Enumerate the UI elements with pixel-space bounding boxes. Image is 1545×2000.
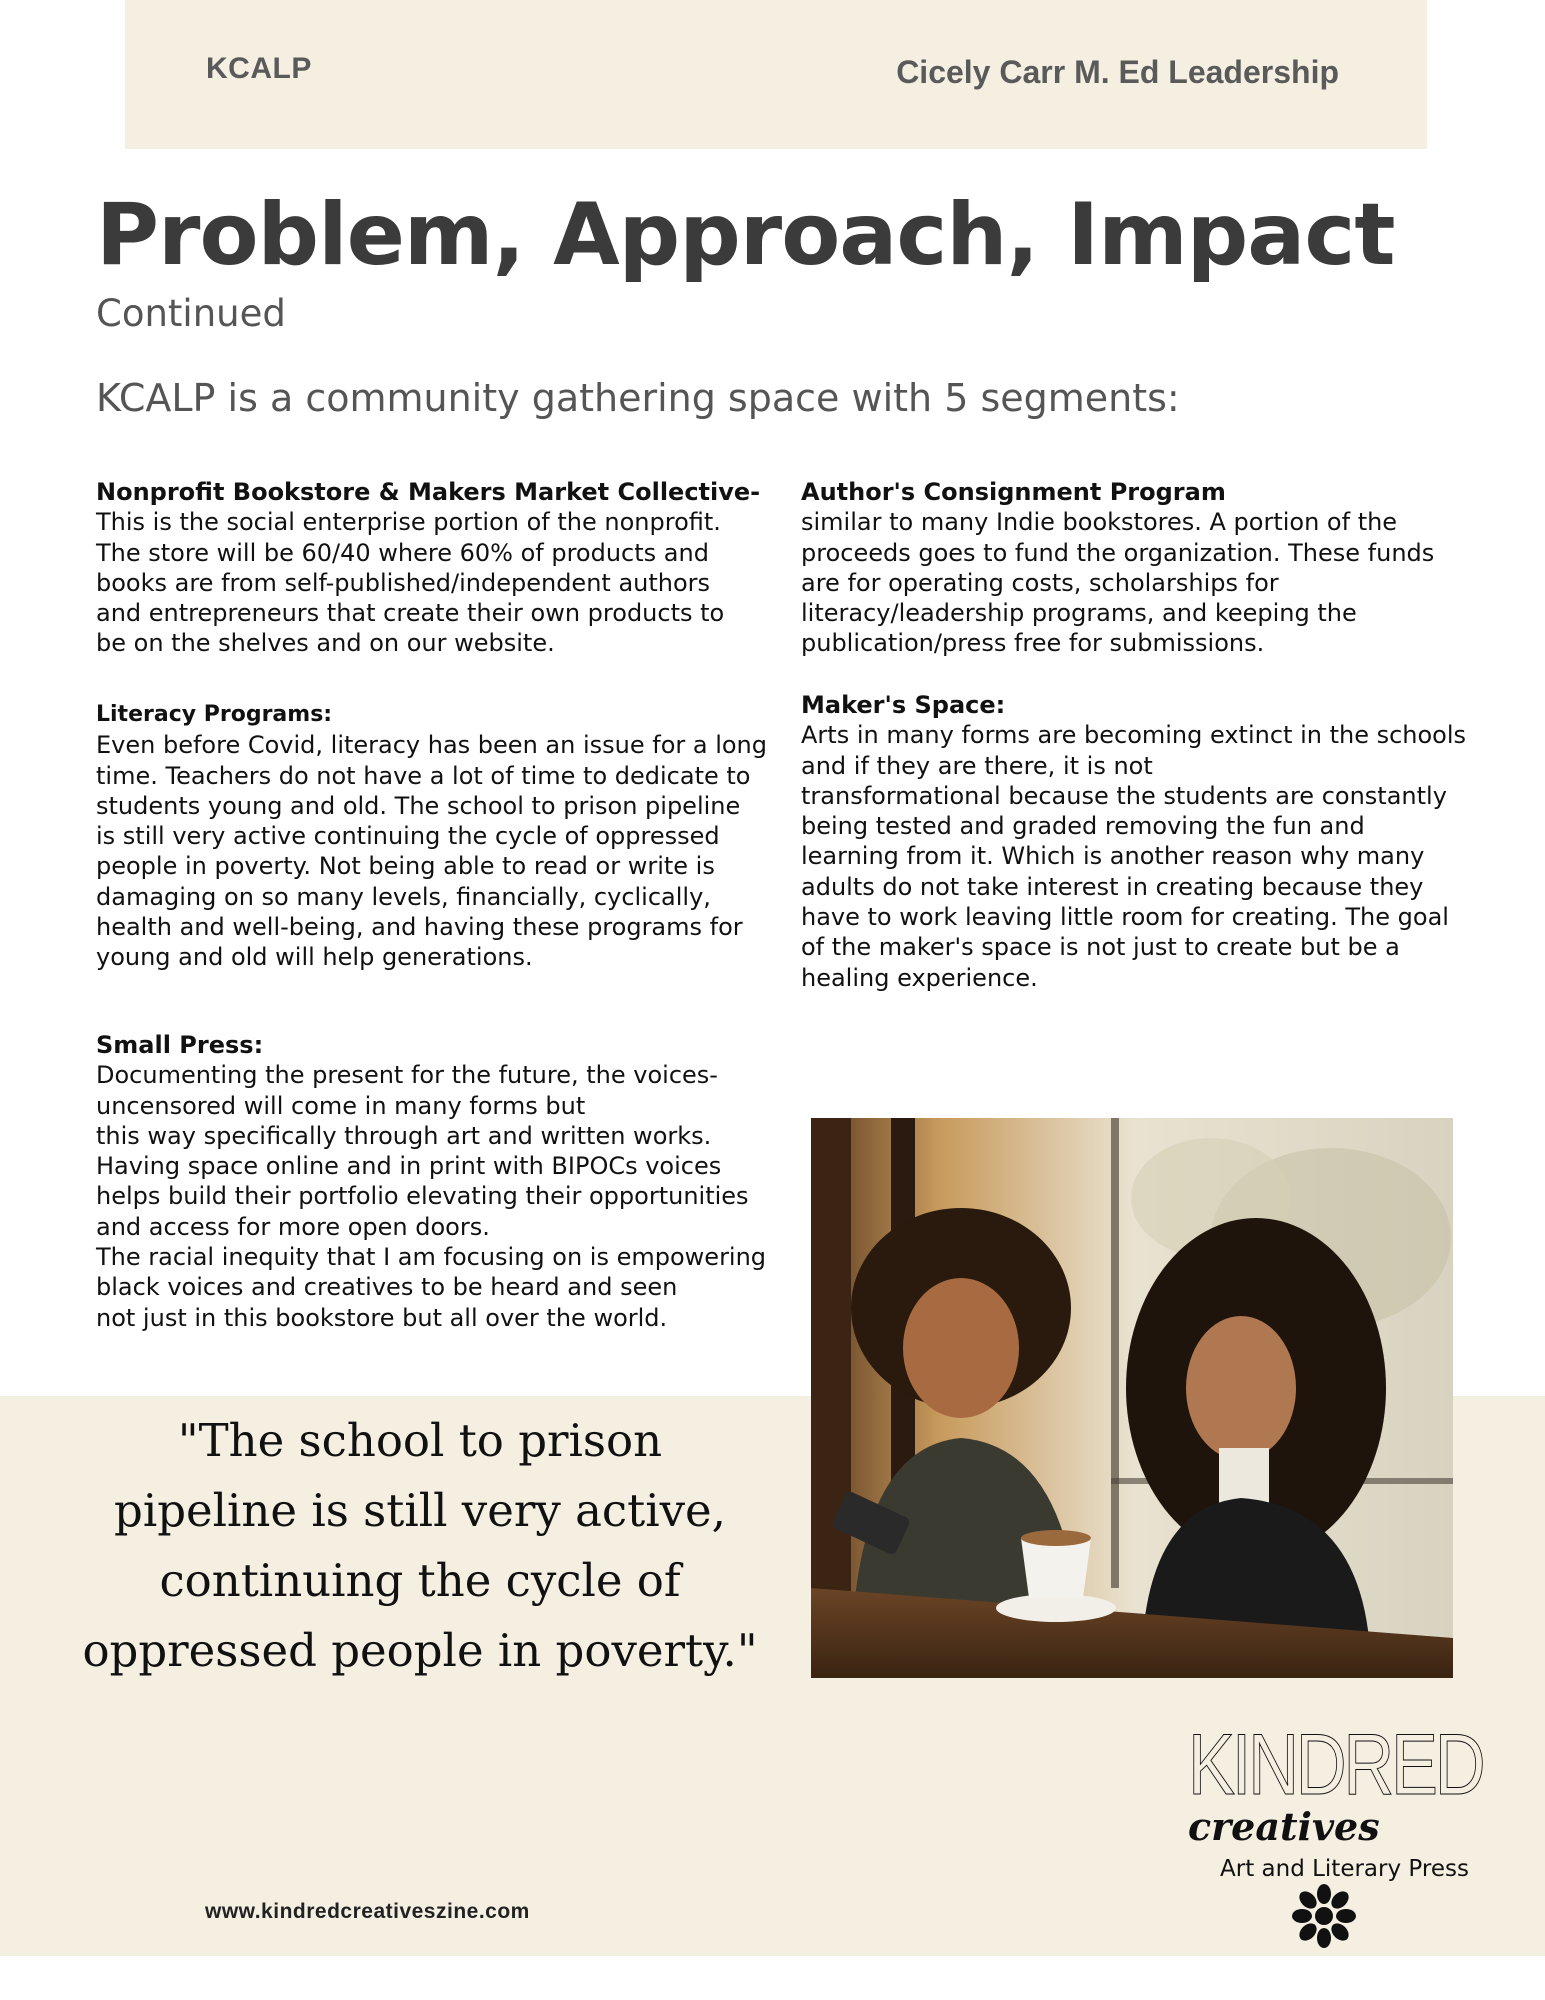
intro-text: KCALP is a community gathering space with 5 segments: (96, 376, 1180, 420)
page-subtitle: Continued (96, 292, 286, 335)
section-bookstore (96, 477, 776, 659)
section-heading: Author's Consignment Program (801, 478, 1226, 506)
section-body: Arts in many forms are becoming extinct in the schools and if they are there, it is not transformational because the students are constantly being tested and graded removing the fun and learning from it. Which is another reason why many adults do not take interest in creating because they have to work leaving little room for creating. The goal of the maker's space is not just to create but be a healing experience. (801, 721, 1467, 992)
cafe-photo-illustration (811, 1118, 1453, 1678)
section-heading: Nonprofit Bookstore & Makers Market Collective- (96, 478, 761, 506)
section-heading: Maker's Space: (801, 691, 1006, 719)
header-author: Cicely Carr M. Ed Leadership (896, 54, 1339, 90)
asterisk-flower-icon (1292, 1884, 1356, 1948)
section-literacy (96, 700, 786, 973)
website-link[interactable]: www.kindredcreativeszine.com (205, 1900, 530, 1923)
section-makers (801, 690, 1511, 993)
section-press (96, 1030, 786, 1333)
page-title: Problem, Approach, Impact (96, 185, 1395, 285)
brand-tagline: Art and Literary Press (1220, 1856, 1469, 1882)
section-body: This is the social enterprise portion of the nonprofit. The store will be 60/40 where 60% of products and books are from self-published/independent authors and entrepreneurs that create their own products to be on the shelves and on our website. (96, 508, 725, 658)
section-body: similar to many Indie bookstores. A portion of the proceeds goes to fund the organization. These funds are for operating costs, scholarships for literacy/leadership programs, and keeping the publication/press free for submissions. (801, 508, 1435, 658)
section-consignment (801, 477, 1501, 659)
pull-quote: "The school to prison pipeline is still very active, continuing the cycle of oppressed people in poverty." (82, 1414, 758, 1677)
section-heading: Small Press: (96, 1031, 264, 1059)
cafe-photo (811, 1118, 1453, 1678)
section-body: Documenting the present for the future, the voices- uncensored will come in many forms but this way specifically through art and written works. Having space online and in print with BIPOCs voices helps build their portfolio elevating their opportunities and access for more open doors. The racial inequity that I am focusing on is empowering black voices and creatives to be heard and seen not just in this bookstore but all over the world. (96, 1061, 767, 1332)
section-body: Even before Covid, literacy has been an issue for a long time. Teachers do not have a lot of time to dedicate to students young and old. The school to prison pipeline is still very active continuing the cycle of oppressed people in poverty. Not being able to read or write is damaging on so many levels, financially, cyclically, health and well-being, and having these programs for young and old will help generations. (96, 731, 768, 972)
brand-logo-creatives: creatives (1188, 1804, 1380, 1849)
section-heading: Literacy Programs: (96, 702, 333, 727)
header-org: KCALP (206, 52, 312, 85)
brand-logo-kindred: KINDRED (1188, 1717, 1483, 1813)
